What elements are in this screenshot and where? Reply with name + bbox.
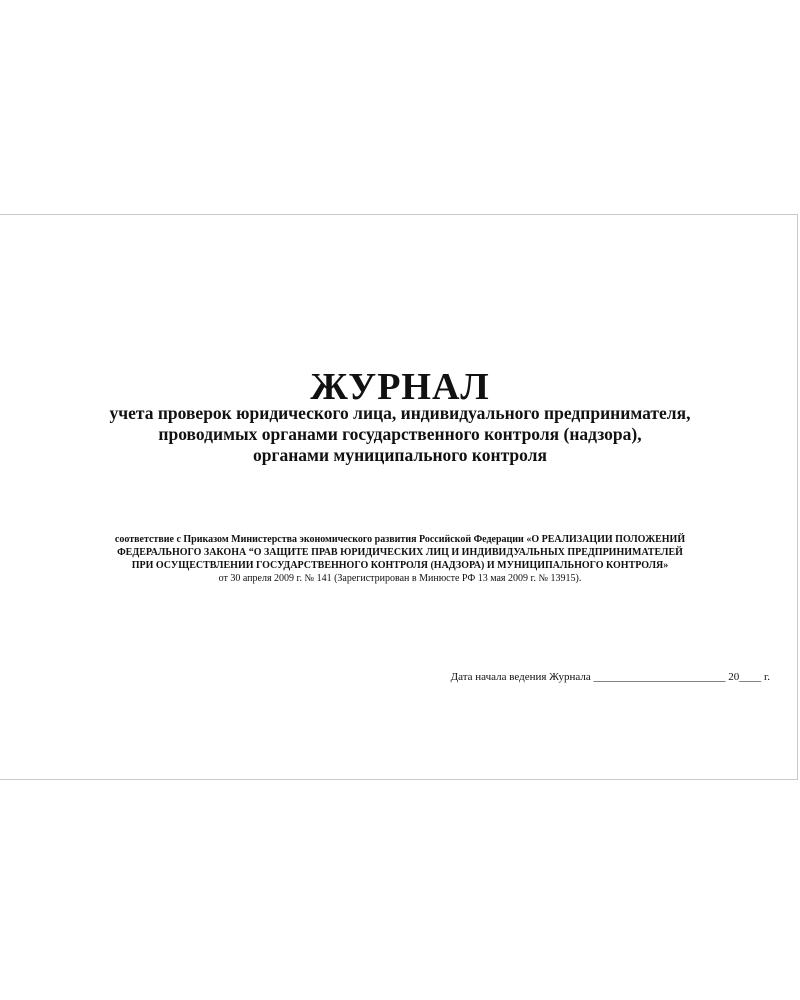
subtitle-line: органами муниципального контроля <box>253 445 547 465</box>
journal-cover <box>0 214 798 780</box>
subtitle-line: учета проверок юридического лица, индивидуального предпринимателя, <box>109 403 691 423</box>
legal-basis-date: от 30 апреля 2009 г. № 141 (Зарегистрирован в Минюсте РФ 13 мая 2009 г. № 13915). <box>218 573 582 584</box>
journal-title: ЖУРНАЛ <box>310 366 490 408</box>
legal-basis-line: ПРИ ОСУЩЕСТВЛЕНИИ ГОСУДАРСТВЕННОГО КОНТРОЛЯ (НАДЗОРА) И МУНИЦИПАЛЬНОГО КОНТРОЛЯ» <box>131 560 669 571</box>
legal-basis-line: соответствие с Приказом Министерства экономического развития Российской Федерации «О РЕАЛИЗАЦИИ ПОЛОЖЕНИЙ <box>114 534 686 545</box>
journal-subtitle <box>40 403 760 466</box>
legal-basis <box>30 533 770 585</box>
subtitle-line: проводимых органами государственного контроля (надзора), <box>158 424 642 444</box>
start-date-field: Дата начала ведения Журнала ________________________ 20____ г. <box>450 671 770 683</box>
legal-basis-line: ФЕДЕРАЛЬНОГО ЗАКОНА “О ЗАЩИТЕ ПРАВ ЮРИДИЧЕСКИХ ЛИЦ И ИНДИВИДУАЛЬНЫХ ПРЕДПРИНИМАТЕЛЕЙ <box>117 547 683 558</box>
